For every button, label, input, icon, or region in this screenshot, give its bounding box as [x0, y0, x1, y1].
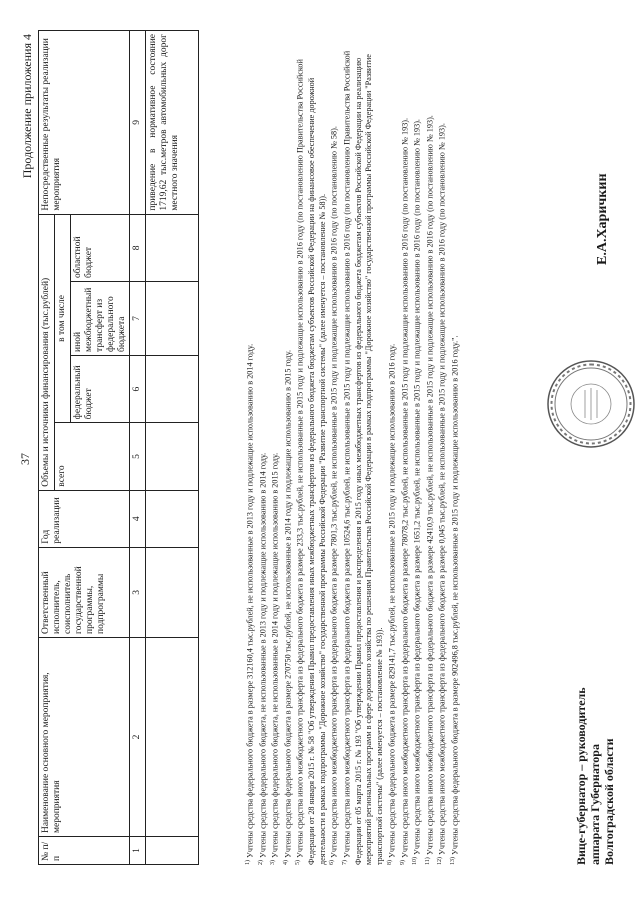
footnote: $^{7)}$ Учтены средства иного межбюджетного трансферта из федерального бюджета в размере 10524,6 тыс.рублей, не использованные в 2015 году и подлежащие использованию в 2016 году (по постановлению Правительства Российской Федерации от 05 марта 2015 г. № 193 "Об утверждении Правил предоставления и распределения в 2015 году иных межбюджетных трансфертов из федерального бюджета бюджетам субъектов Российской Федерации на реализацию мероприятий региональных программ в сфере дорожного хозяйства по решениям Правительства Российской Федерации в рамках подпрограммы "Дорожное хозяйство" государственной программы Российской Федерации "Развитие транспортной системы" (далее именуется – постановление № 193)). — [342, 50, 385, 865]
header-including: в том числе — [54, 214, 70, 423]
header-name: Наименование основного мероприятия, мероприятия — [39, 637, 130, 836]
header-no: № п/п — [39, 837, 130, 865]
footnotes — [245, 35, 462, 865]
footnote: $^{10)}$ Учтены средства иного межбюджетного трансферта из федерального бюджета в размере 1651,2 тыс.рублей, не использованные в 2015 году и подлежащие использованию в 2016 году (по постановлению № 193). — [412, 119, 422, 865]
footnote: $^{5)}$ Учтены средства иного межбюджетного трансферта из федерального бюджета в размере 233,3 тыс.рублей, не использованные в 2015 году и подлежащие использованию в 2016 году (по постановлению Правительства Российской Федерации от 28 января 2015 г. № 58 "Об утверждении Правил предоставления иных межбюджетных трансфертов из федерального бюджета бюджетам субъектов Российской Федерации на финансовое обеспечение дорожной деятельности в рамках подпрограммы "Дорожное хозяйство" государственной программы Российской Федерации "Развитие транспортной системы" (далее именуется – постановление № 58)). — [295, 59, 327, 865]
col-num: 9 — [130, 31, 146, 215]
footnote: $^{8)}$ Учтены средства федерального бюджета в размере 829141,7 тыс.рублей, не использованные в 2015 году и подлежащие использованию в 2016 году. — [387, 343, 397, 865]
footnote: $^{13)}$ Учтены средства федерального бюджета в размере 902496,8 тыс.рублей, не использованные в 2015 году и подлежащие использованию в 2016 году.". — [449, 335, 460, 865]
footnote: $^{3)}$ Учтены средства федерального бюджета, не использованные в 2014 году и подлежащие использованию в 2015 году. — [270, 452, 280, 865]
header-transfer: иной межбюджетный трансферт из федерального бюджета — [70, 282, 130, 356]
header-responsible: Ответственный исполнитель, соисполнитель государственной программы, подпрограммы — [39, 547, 130, 637]
footnote: $^{11)}$ Учтены средства иного межбюджетного трансферта из федерального бюджета в размере 42410,9 тыс.рублей, не использованные в 2015 году и подлежащие использованию в 2016 году (по постановлению № 193). — [424, 115, 435, 865]
footnote: $^{6)}$ Учтены средства иного межбюджетного трансферта из федерального бюджета в размере 7801,3 тыс.рублей, не использованные в 2015 году и подлежащие использованию в 2016 году (по постановлению № 58). — [329, 126, 340, 865]
page-number: 37 — [18, 453, 32, 465]
continuation-label: Продолжение приложения 4 — [20, 34, 34, 179]
footnote: $^{2)}$ Учтены средства федерального бюджета, не использованные в 2013 году и подлежащие использованию в 2014 году. — [257, 452, 268, 865]
table-row — [146, 31, 199, 865]
signature-title: Вице-губернатор – руководитель аппарата Губернатора Волгоградской области — [574, 687, 616, 865]
col-num: 7 — [130, 282, 146, 356]
col-num: 8 — [130, 214, 146, 281]
header-regional: областной бюджет — [70, 214, 130, 281]
footnote: $^{4)}$ Учтены средства федерального бюджета в размере 270750 тыс.рублей, не использованные в 2014 году и подлежащие использованию в 2015 году. — [282, 350, 293, 865]
signatory-name: Е.А.Харичкин — [595, 173, 610, 265]
col-num: 1 — [130, 837, 146, 865]
official-seal-icon — [545, 358, 637, 450]
footnote: $^{9)}$ Учтены средства иного межбюджетного трансферта из федерального бюджета в размере 78078,2 тыс.рублей, не использованные в 2015 году и подлежащие использованию в 2016 году (по постановлению № 193). — [399, 117, 410, 865]
result-cell: приведение в нормативное состояние 1719,62 тыс.метров автомобильных дорог местного значения — [146, 31, 199, 215]
financing-table — [38, 30, 199, 865]
col-num: 4 — [130, 490, 146, 547]
header-federal: федеральный бюджет — [70, 355, 130, 422]
col-num: 3 — [130, 547, 146, 637]
footnote: $^{1)}$ Учтены средства федерального бюджета в размере 312160,4 тыс.рублей, не использованные в 2013 году и подлежащие использованию в 2014 году. — [245, 343, 255, 865]
col-num: 2 — [130, 637, 146, 836]
header-year: Год реализации — [39, 490, 130, 547]
col-num: 6 — [130, 355, 146, 422]
header-total: всего — [54, 423, 130, 490]
col-num: 5 — [130, 423, 146, 490]
footnote: $^{12)}$ Учтены средства иного межбюджетного трансферта из федерального бюджета в размере 0,045 тыс.рублей, не использованные в 2015 году и подлежащие использованию в 2016 году (по постановлению № 193). — [437, 123, 448, 865]
column-number-row — [130, 31, 146, 865]
header-result: Непосредственные результаты реализации мероприятия — [39, 31, 130, 215]
header-volume: Объемы и источники финансирования (тыс.рублей) — [39, 214, 55, 490]
